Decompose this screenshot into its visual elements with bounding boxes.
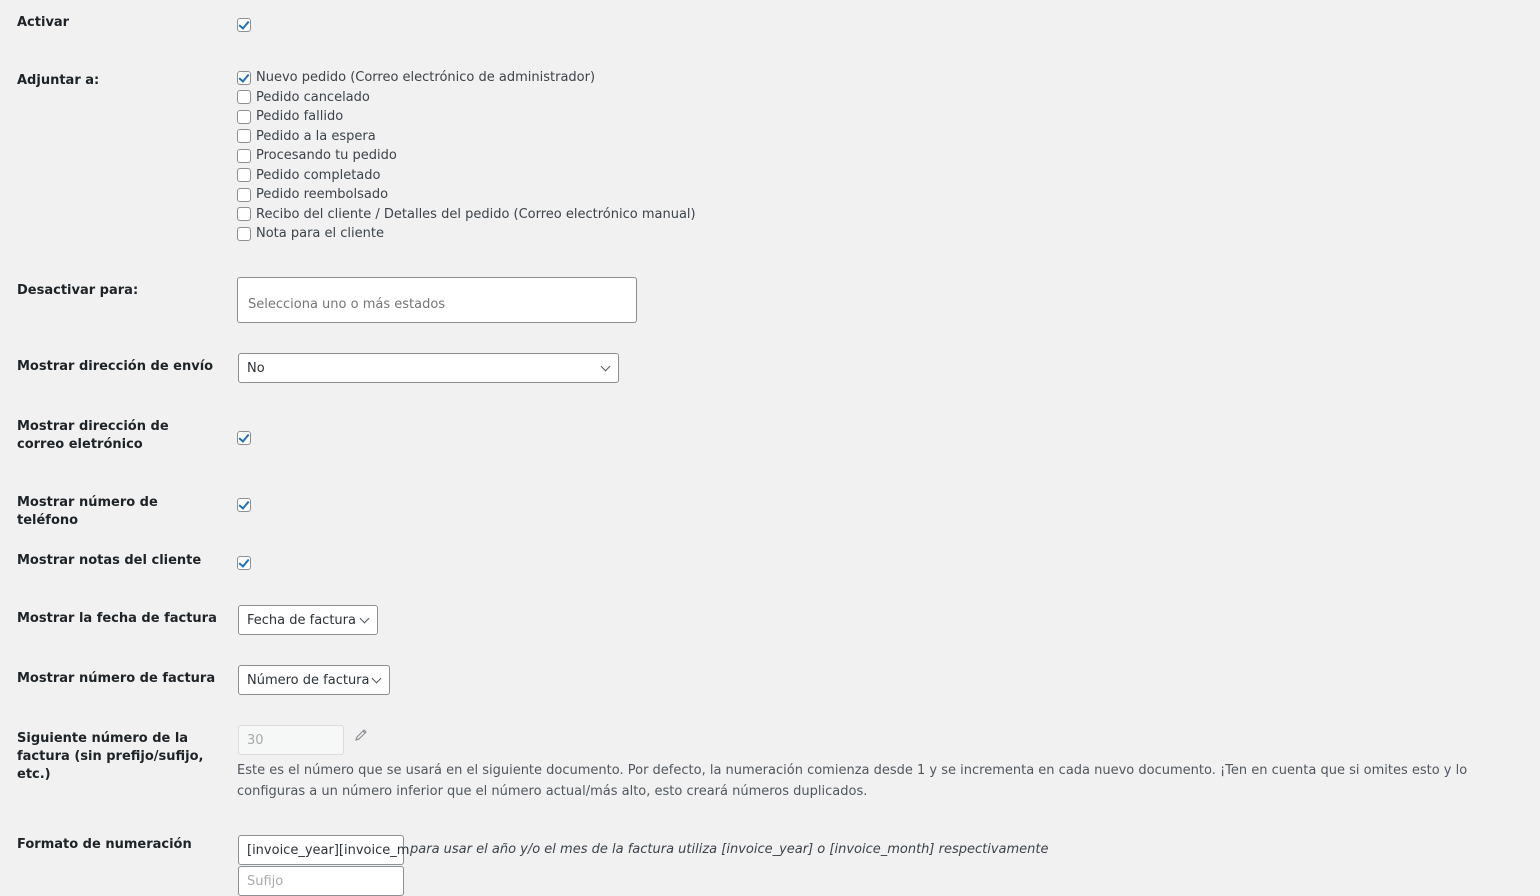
fecha-factura-label: Mostrar la fecha de factura xyxy=(17,611,217,626)
pencil-edit-icon[interactable] xyxy=(354,728,368,742)
adjuntar-option[interactable]: Pedido a la espera xyxy=(237,127,696,147)
checkbox[interactable] xyxy=(237,129,251,143)
checkbox[interactable] xyxy=(237,188,251,202)
numero-factura-select[interactable] xyxy=(238,665,390,695)
input-placeholder: Sufijo xyxy=(247,873,284,889)
desactivar-label: Desactivar para: xyxy=(17,283,139,298)
siguiente-numero-input[interactable] xyxy=(238,725,344,755)
formato-hint: para usar el año y/o el mes de la factura utiliza [invoice_year] o [invoice_month] respectivamente xyxy=(410,842,1049,857)
direccion-correo-label: Mostrar dirección de correo eletrónico xyxy=(17,419,169,452)
notas-cliente-checkbox[interactable] xyxy=(237,556,251,570)
notas-cliente-label: Mostrar notas del cliente xyxy=(17,553,202,568)
status-multiselect[interactable] xyxy=(237,277,637,323)
formato-prefix-input[interactable] xyxy=(238,835,410,865)
checkbox[interactable] xyxy=(237,110,251,124)
adjuntar-option[interactable]: Pedido fallido xyxy=(237,107,696,127)
formato-label: Formato de numeración xyxy=(17,837,192,852)
select-value: Fecha de factura xyxy=(247,612,356,628)
checkbox[interactable] xyxy=(237,71,251,85)
checkbox[interactable] xyxy=(237,227,251,241)
adjuntar-option[interactable]: Procesando tu pedido xyxy=(237,146,696,166)
chevron-down-icon xyxy=(601,362,611,372)
direccion-envio-label: Mostrar dirección de envío xyxy=(17,359,214,374)
checkbox[interactable] xyxy=(237,90,251,104)
adjuntar-option[interactable]: Recibo del cliente / Detalles del pedido (Correo electrónico manual) xyxy=(237,205,696,225)
siguiente-numero-description: Este es el número que se usará en el siguiente documento. Por defecto, la numeración comienza desde 1 y se incrementa en cada nuevo documento. ¡Ten en cuenta que si omites esto y lo configuras a un número inferior que el número actual/más alto, esto creará números duplicados. xyxy=(237,763,1468,799)
numero-factura-label: Mostrar número de factura xyxy=(17,671,216,686)
direccion-envio-select[interactable] xyxy=(238,353,619,383)
select-value: Número de factura xyxy=(247,672,370,688)
status-search-input[interactable] xyxy=(246,296,628,313)
adjuntar-option[interactable]: Pedido cancelado xyxy=(237,88,696,108)
select-value: No xyxy=(247,360,265,376)
fecha-factura-select[interactable] xyxy=(238,605,378,635)
activar-label: Activar xyxy=(17,15,70,30)
adjuntar-option[interactable]: Nuevo pedido (Correo electrónico de administrador) xyxy=(237,68,696,88)
checkbox[interactable] xyxy=(237,207,251,221)
input-value: 30 xyxy=(247,732,264,748)
activar-checkbox[interactable] xyxy=(237,18,251,32)
checkbox[interactable] xyxy=(237,168,251,182)
chevron-down-icon xyxy=(360,614,370,624)
adjuntar-option[interactable]: Pedido reembolsado xyxy=(237,185,696,205)
adjuntar-label: Adjuntar a: xyxy=(17,73,100,88)
telefono-checkbox[interactable] xyxy=(237,498,251,512)
telefono-label: Mostrar número de teléfono xyxy=(17,495,158,528)
formato-suffix-input[interactable] xyxy=(238,866,404,896)
adjuntar-option[interactable]: Nota para el cliente xyxy=(237,224,696,244)
chevron-down-icon xyxy=(372,674,382,684)
checkbox[interactable] xyxy=(237,149,251,163)
adjuntar-options xyxy=(237,68,696,244)
adjuntar-option[interactable]: Pedido completado xyxy=(237,166,696,186)
direccion-correo-checkbox[interactable] xyxy=(237,431,251,445)
siguiente-numero-label: Siguiente número de la factura (sin prefijo/sufijo, etc.) xyxy=(17,731,204,782)
input-value: [invoice_year][invoice_m xyxy=(247,842,410,858)
